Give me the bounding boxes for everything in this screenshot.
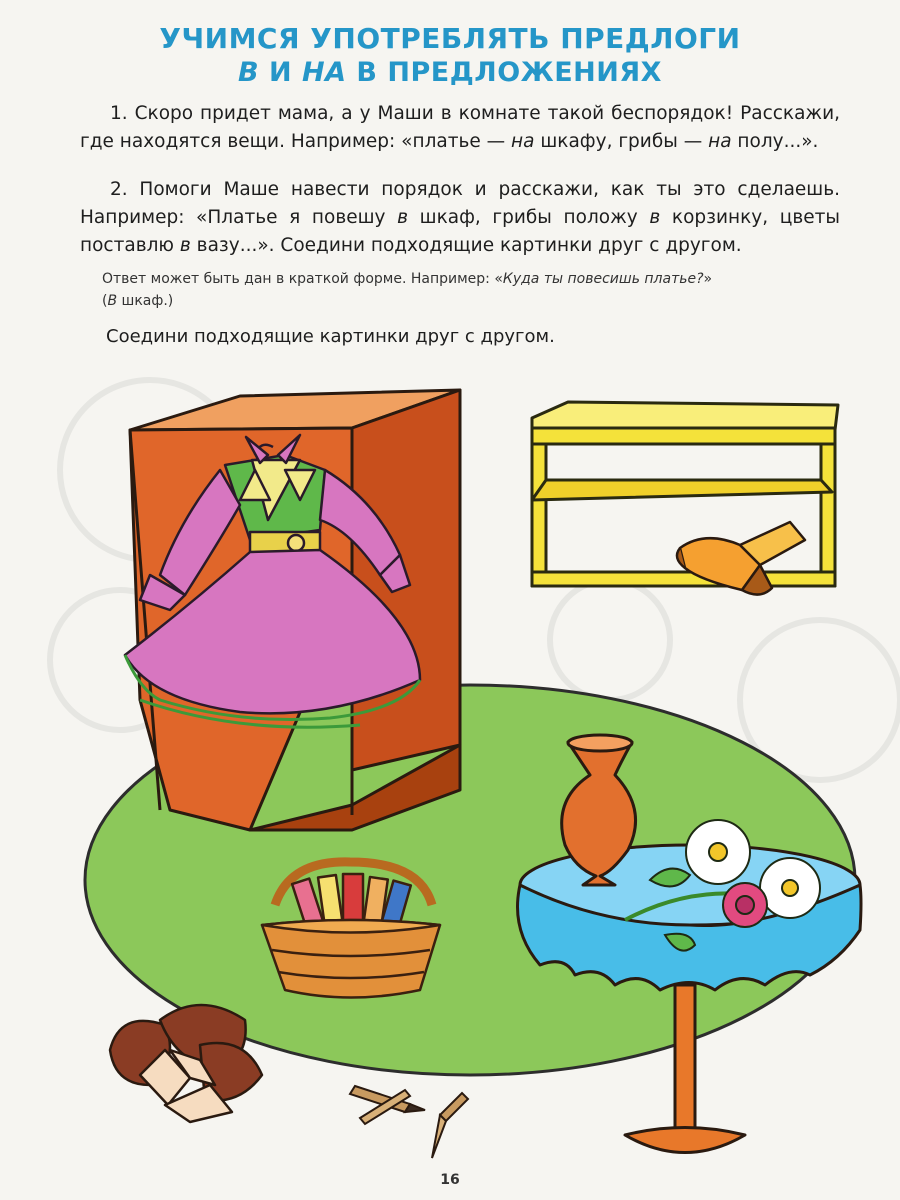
task-2-text-c: корзинку, цветы поставлю [80, 207, 840, 256]
daisy-1 [686, 820, 750, 884]
instruction: Соедини подходящие картинки друг с другом. [106, 326, 555, 347]
task-2-prep-3: в [179, 235, 191, 256]
title-line-1: УЧИМСЯ УПОТРЕБЛЯТЬ ПРЕДЛОГИ [159, 22, 741, 55]
mushrooms-image[interactable] [110, 1005, 262, 1122]
note-quote-close: » [703, 271, 713, 287]
task-2-text-b: шкаф, грибы положу [408, 207, 650, 228]
task-2-text-d: вазу...». Соедини подходящие картинки друг с другом. [190, 235, 742, 256]
task-1-prep-1: на [511, 131, 535, 152]
task-2-prep-1: в [397, 207, 409, 228]
note-answer-open: ( [102, 293, 108, 309]
title-line-2-rest: В ПРЕДЛОЖЕНИЯХ [346, 57, 662, 88]
task-1-text-a: 1. Скоро придет мама, а у Маши в комнате такой беспорядок! Расскажи, где находятся вещи. Например: «платье — [80, 103, 840, 152]
note-text: Ответ может быть дан в краткой форме. Например: « [102, 271, 503, 287]
pencils-image[interactable] [350, 1086, 468, 1158]
task-2-text-a: 2. Помоги Маше навести порядок и расскажи, как ты это сделаешь. Например: «Платье я повешу [80, 179, 840, 228]
page-number: 16 [440, 1172, 460, 1188]
task-1-prep-2: на [708, 131, 732, 152]
task-2-prep-2: в [649, 207, 661, 228]
task-1-text-c: полу...». [731, 131, 819, 152]
note-answer-rest: шкаф.) [117, 293, 174, 309]
title-prep-na: НА [302, 57, 347, 88]
task-1-text-b: шкафу, грибы — [534, 131, 709, 152]
note-answer-prep: В [107, 293, 118, 309]
basket-image[interactable] [262, 862, 440, 998]
daisy-2 [760, 858, 820, 918]
title-conj: И [259, 57, 303, 88]
note-example: Куда ты повесишь платье? [502, 271, 704, 287]
title-prep-v: В [238, 57, 260, 88]
